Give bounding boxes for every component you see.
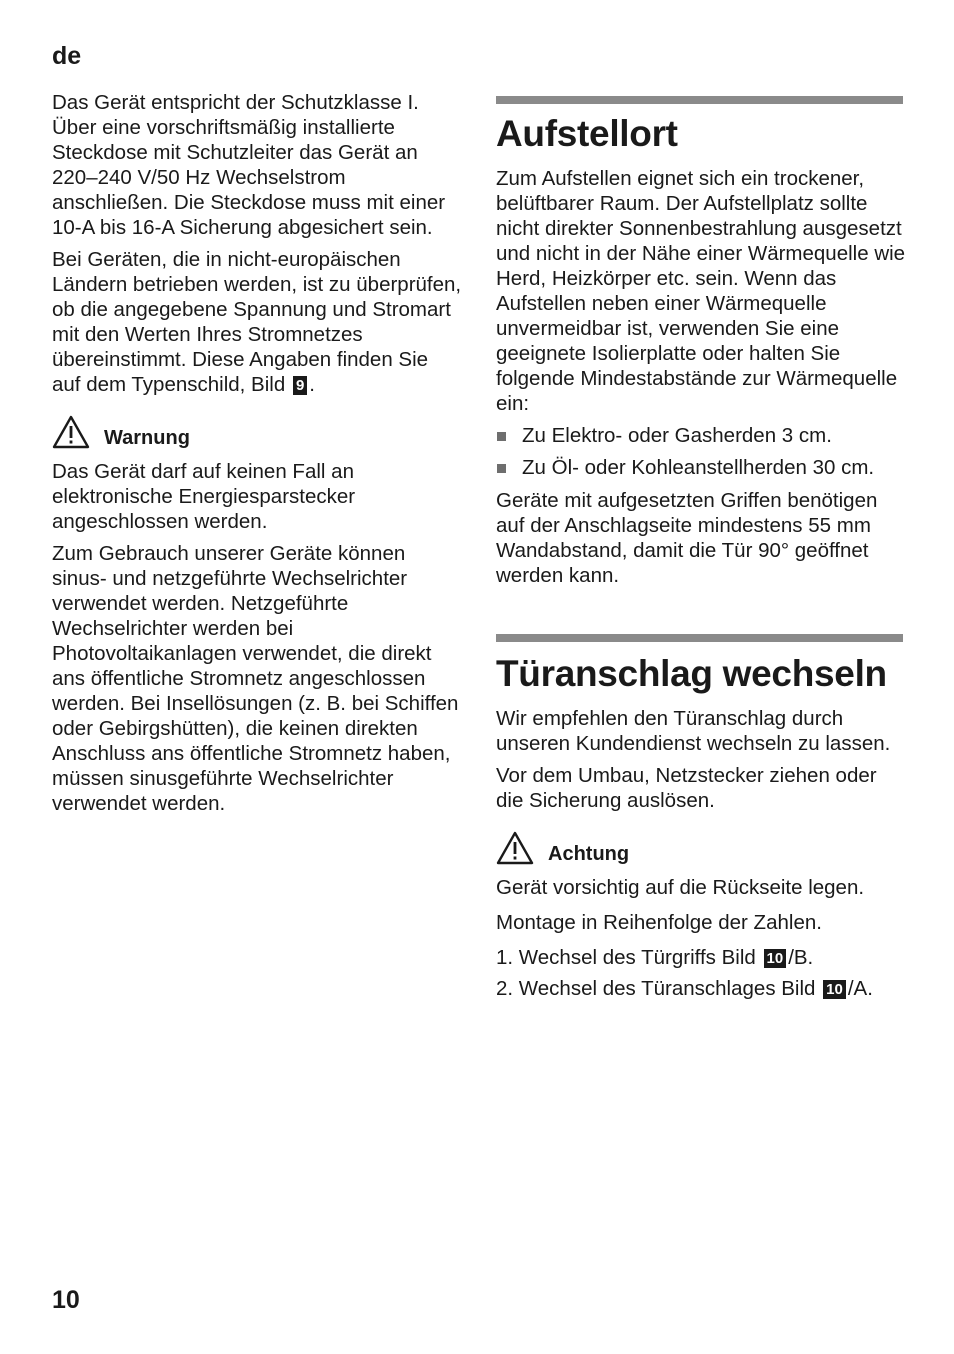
section-divider xyxy=(496,96,903,104)
list-item: Zu Elektro- oder Gasherden 3 cm. xyxy=(496,423,908,448)
language-label: de xyxy=(52,42,82,70)
lay-down-paragraph: Gerät vorsichtig auf die Rückseite legen. xyxy=(496,876,865,899)
inverter-paragraph: Zum Gebrauch unserer Geräte können sinus- und netzgeführte Wechselrichter verwendet werden. Netzgeführte Wechselrichter werden bei Photovoltaikanlagen verwendet, die direkt ans öffentliche Stromnetz angeschlossen werden. Bei Insellösungen (z. B. bei Schiffen oder Gebirgshütten), die keinen direkten Anschluss ans öffentliche Stromnetz haben, müssen sinusgeführte Wechselrichter verwendet werden. xyxy=(52,542,459,815)
list-item: 2. Wechsel des Türanschlages Bild 10 /A. xyxy=(496,977,873,1000)
section-title-tueranschlag: Türanschlag wechseln xyxy=(496,653,887,694)
installation-paragraph: Zum Aufstellen eignet sich ein trockener, belüftbarer Raum. Der Aufstellplatz sollte nicht direkter Sonnenbestrahlung ausgesetzt und nicht in der Nähe einer Wärmequelle wie Herd, Heizkörper etc. sein. Wenn das Aufstellen neben einer Wärmequelle unvermeidbar ist, verwenden Sie eine geeignete Isolierplatte oder halten Sie folgende Mindestabstände zur Wärmequelle ein: xyxy=(496,167,906,415)
left-column xyxy=(52,90,462,823)
service-paragraph: Wir empfehlen den Türanschlag durch unseren Kundendienst wechseln zu lassen. xyxy=(496,707,891,755)
order-paragraph: Montage in Reihenfolge der Zahlen. xyxy=(496,911,822,934)
distance-list xyxy=(496,423,908,480)
figure-reference: 9 xyxy=(293,376,307,395)
list-item: 1. Wechsel des Türgriffs Bild 10 /B. xyxy=(496,946,814,969)
safety-class-paragraph: Das Gerät entspricht der Schutzklasse I. Über eine vorschriftsmäßig installierte Steckdose mit Schutzleiter das Gerät an 220–240 V/50 Hz Wechselstrom anschließen. Die Steckdose muss mit einer 10-A bis 16-A Sicherung abgesichert sein. xyxy=(52,91,446,239)
section-divider xyxy=(496,634,903,642)
figure-reference: 10 xyxy=(764,949,787,968)
right-column xyxy=(496,96,908,1007)
section-title-aufstellort: Aufstellort xyxy=(496,113,678,154)
warning-heading xyxy=(52,415,462,449)
page-number: 10 xyxy=(52,1286,80,1314)
warning-paragraph: Das Gerät darf auf keinen Fall an elektronische Energiesparstecker angeschlossen werden. xyxy=(52,460,356,533)
bullet-icon xyxy=(497,432,506,441)
caution-title: Achtung xyxy=(548,843,630,865)
non-eu-paragraph: Bei Geräten, die in nicht-europäischen Ländern betrieben werden, ist zu überprüfen, ob die angegebene Spannung und Stromart mit den Werten Ihres Stromnetzes übereinstimmt. Diese Angaben finden Sie auf dem Typenschild, Bild 9 . xyxy=(52,248,462,396)
caution-heading xyxy=(496,831,908,865)
list-item: Zu Öl- oder Kohleanstellherden 30 cm. xyxy=(496,455,908,480)
warning-icon xyxy=(496,831,534,865)
bullet-icon xyxy=(497,464,506,473)
unplug-paragraph: Vor dem Umbau, Netzstecker ziehen oder die Sicherung auslösen. xyxy=(496,764,877,812)
warning-title: Warnung xyxy=(104,427,190,449)
warning-icon xyxy=(52,415,90,449)
steps-list xyxy=(496,945,908,1001)
handle-distance-paragraph: Geräte mit aufgesetzten Griffen benötigen auf der Anschlagseite mindestens 55 mm Wandabstand, damit die Tür 90° geöffnet werden kann. xyxy=(496,489,878,587)
figure-reference: 10 xyxy=(823,980,846,999)
